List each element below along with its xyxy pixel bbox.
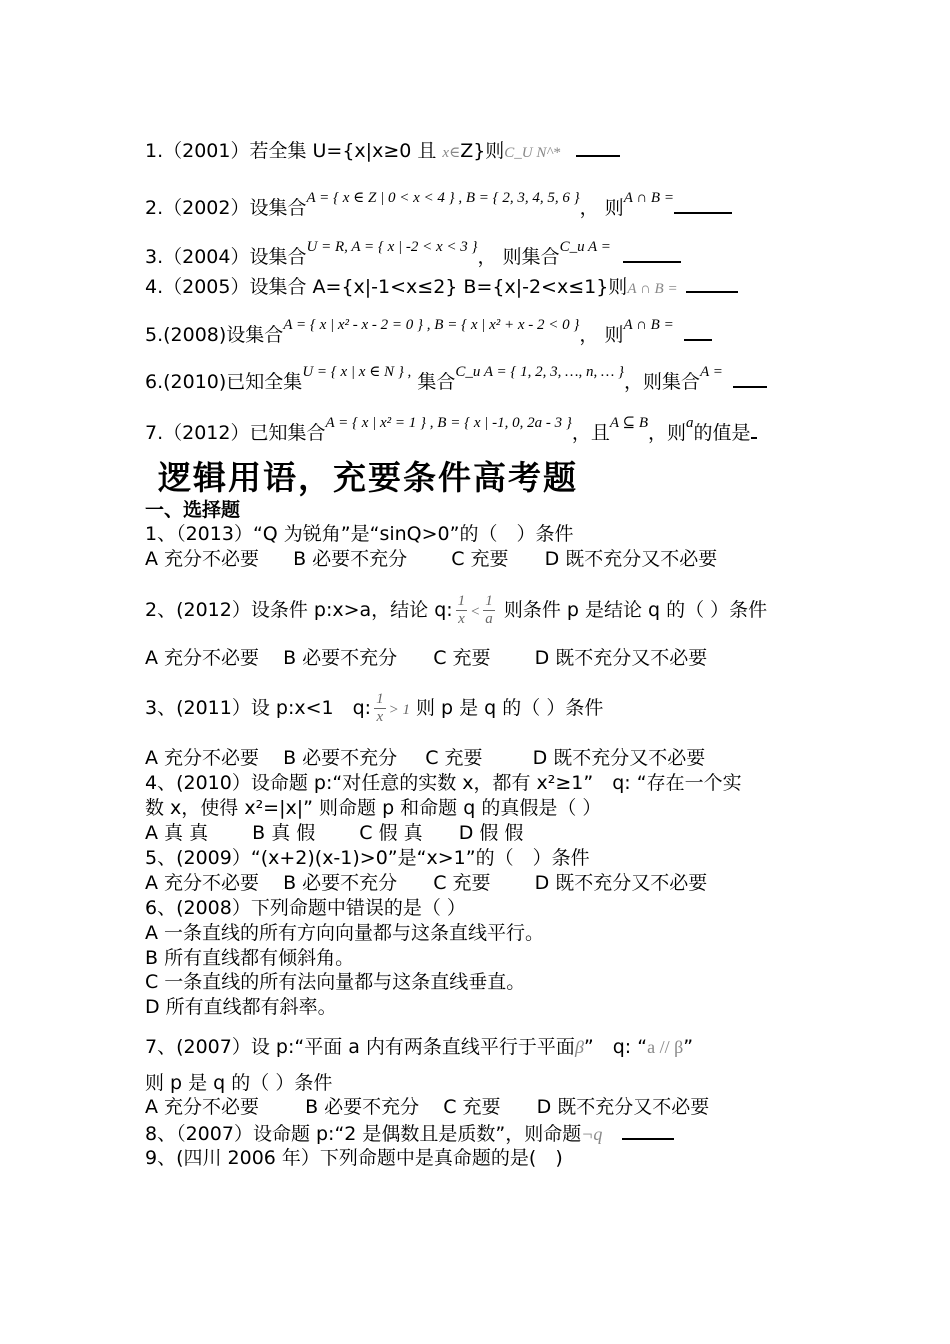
answer-blank[interactable]	[733, 369, 767, 388]
option: C 充要	[433, 647, 491, 669]
denominator: a	[485, 611, 493, 627]
option: C 充要	[443, 1096, 501, 1118]
option: C 假 真	[359, 822, 423, 844]
logic-question-7-line-1	[145, 1035, 693, 1059]
logic-question-3	[145, 688, 603, 728]
logic-question-4-line-1: 4、(2010）设命题 p:“对任意的实数 x，都有 x²≥1” q: “存在一个实	[145, 772, 742, 794]
q7-part-b: ” q: “	[583, 1036, 648, 1058]
q7-after3: 的值是	[693, 422, 751, 444]
q7-math-top: A = { x | x² = 1 } , B = { x | -1, 0, 2a - 3 }	[325, 415, 572, 431]
logic-question-5-options	[145, 871, 707, 895]
answer-blank[interactable]	[686, 274, 738, 293]
set-question-6	[145, 364, 767, 396]
q2-math: A ∩ B =	[623, 190, 674, 206]
set-question-1	[145, 138, 620, 165]
logic-question-1-options	[145, 547, 717, 571]
q2-after: ， 则	[579, 197, 624, 219]
q8-text: 8、（2007）设命题 p:“2 是偶数且是质数”，则命题	[145, 1123, 582, 1145]
option: D 既不充分又不必要	[544, 548, 718, 570]
answer-blank[interactable]	[623, 244, 681, 263]
logic-question-9: 9、(四川 2006 年）下列命题中是真命题的是( )	[145, 1147, 563, 1169]
option: C 充要	[433, 872, 491, 894]
q7-part-c: ”	[683, 1036, 694, 1058]
answer-blank[interactable]	[576, 138, 620, 157]
q1-text: 1.（2001）若全集 U={x|x≥0 且	[145, 140, 443, 162]
q3-math: C_u A =	[559, 239, 611, 255]
option: A 充分不必要	[145, 872, 260, 894]
q7-part-a: 7、(2007）设 p:“平面 a 内有两条直线平行于平面	[145, 1036, 575, 1058]
answer-blank[interactable]	[684, 322, 712, 341]
q2-pre: 2、(2012）设条件 p:x>a，结论 q:	[145, 599, 453, 621]
logic-question-4-line-2: 数 x，使得 x²=|x|” 则命题 p 和命题 q 的真假是（ ）	[145, 797, 602, 819]
option: B 必要不充分	[293, 548, 408, 570]
q7-after1: ，且	[571, 422, 610, 444]
q3-pre: 3、(2011）设 p:x<1 q:	[145, 697, 372, 719]
option: D 既不充分又不必要	[534, 647, 708, 669]
q1-after: Z}则	[460, 140, 505, 162]
q5-after: ， 则	[579, 324, 624, 346]
q1-mid: x∈	[442, 145, 461, 161]
denominator: x	[458, 611, 465, 627]
option: B 真 假	[252, 822, 316, 844]
section-heading: 一、选择题	[145, 499, 241, 521]
answer-blank[interactable]	[622, 1121, 674, 1140]
option: A 充分不必要	[145, 548, 260, 570]
set-question-3	[145, 239, 681, 271]
logic-question-2	[145, 590, 767, 630]
set-question-2	[145, 190, 732, 222]
option: A 充分不必要	[145, 1096, 260, 1118]
answer-blank[interactable]	[674, 195, 732, 214]
q3-post: 则 p 是 q 的（ ）条件	[416, 697, 604, 719]
parallel-expression: a // β	[647, 1037, 684, 1057]
q2-math-top: A = { x ∈ Z | 0 < x < 4 } , B = { 2, 3, 4, 5, 6 }	[306, 190, 580, 206]
option: B 必要不充分	[283, 872, 398, 894]
logic-question-3-options	[145, 746, 705, 770]
option: A 充分不必要	[145, 647, 260, 669]
q7-text: 7.（2012）已知集合	[145, 422, 326, 444]
q7-math2: a	[686, 415, 694, 431]
q5-math: A ∩ B =	[623, 317, 674, 333]
option: D 既不充分又不必要	[532, 747, 706, 769]
q3-text: 3.（2004）设集合	[145, 246, 307, 268]
numerator: 1	[485, 593, 493, 609]
fraction	[374, 691, 386, 726]
fraction	[483, 593, 495, 628]
logic-question-4-options	[145, 821, 523, 845]
q3-after: ， 则集合	[477, 246, 560, 268]
option: B 必要不充分	[283, 747, 398, 769]
q4-math: A ∩ B =	[627, 281, 678, 297]
fraction	[456, 593, 468, 628]
q3-math-top: U = R, A = { x | -2 < x < 3 }	[306, 239, 478, 255]
q1-math: C_U N^*	[504, 145, 561, 161]
q5-math-top: A = { x | x² - x - 2 = 0 } , B = { x | x² + x - 2 < 0 }	[283, 317, 580, 333]
logic-question-8	[145, 1121, 674, 1146]
logic-question-6-option-c: C 一条直线的所有法向量都与这条直线垂直。	[145, 971, 526, 993]
logic-question-6-option-a: A 一条直线的所有方向向量都与这条直线平行。	[145, 922, 545, 944]
q7-math1: A ⊆ B	[609, 415, 648, 431]
option: C 充要	[451, 548, 509, 570]
q6-math: A =	[700, 364, 723, 380]
q4-text: 4.（2005）设集合 A={x|-1<x≤2} B={x|-2<x≤1}则	[145, 276, 628, 298]
q6-math-top1: U = { x | x ∈ N } ,	[302, 364, 412, 380]
option: A 充分不必要	[145, 747, 260, 769]
q6-after: ，则集合	[624, 371, 701, 393]
set-question-4	[145, 274, 738, 301]
less-than: <	[470, 604, 481, 620]
logic-question-6-option-b: B 所有直线都有倾斜角。	[145, 947, 355, 969]
q2-text: 2.（2002）设集合	[145, 197, 307, 219]
q6-mid: 集合	[417, 371, 456, 393]
q6-text: 6.(2010)已知全集	[145, 371, 303, 393]
q5-text: 5.(2008)设集合	[145, 324, 284, 346]
answer-blank[interactable]	[751, 420, 757, 439]
q6-math-top2: C_u A = { 1, 2, 3, …, n, … }	[455, 364, 625, 380]
page-title: 逻辑用语，充要条件高考题	[158, 458, 578, 497]
denominator: x	[376, 709, 384, 725]
logic-question-2-options	[145, 646, 707, 670]
logic-question-6-option-d: D 所有直线都有斜率。	[145, 996, 337, 1018]
set-question-7	[145, 415, 757, 447]
logic-question-5: 5、(2009）“(x+2)(x-1)>0”是“x>1”的（ ）条件	[145, 847, 590, 869]
option: D 假 假	[458, 822, 524, 844]
numerator: 1	[376, 691, 384, 707]
set-question-5	[145, 317, 712, 349]
q2-post: 则条件 p 是结论 q 的（ ）条件	[503, 599, 768, 621]
beta-symbol: β	[574, 1037, 584, 1057]
option: C 充要	[425, 747, 483, 769]
option: D 既不充分又不必要	[536, 1096, 710, 1118]
logic-question-1: 1、（2013）“Q 为锐角”是“sinQ>0”的（ ）条件	[145, 523, 574, 545]
option: A 真 真	[145, 822, 209, 844]
option: D 既不充分又不必要	[534, 872, 708, 894]
logic-question-7-line-2: 则 p 是 q 的（ ）条件	[145, 1072, 333, 1094]
numerator: 1	[457, 593, 466, 609]
option: B 必要不充分	[283, 647, 398, 669]
q7-after2: ，则	[648, 422, 687, 444]
option: B 必要不充分	[305, 1096, 420, 1118]
logic-question-7-options	[145, 1095, 709, 1119]
greater-than: > 1	[388, 702, 410, 718]
logic-question-6: 6、(2008）下列命题中错误的是（ ）	[145, 897, 466, 919]
not-q-expression: ¬q	[581, 1124, 603, 1144]
